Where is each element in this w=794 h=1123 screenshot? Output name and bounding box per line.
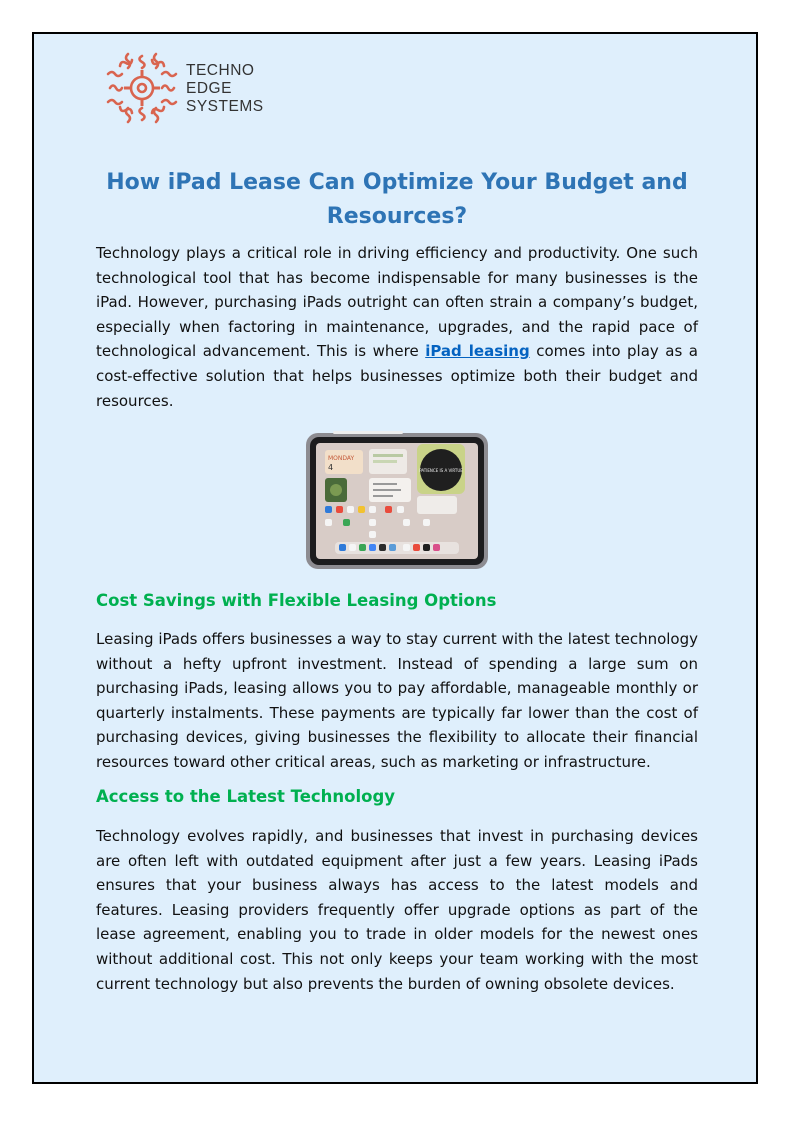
intro-text-after-link: comes into play as a cost-effective solution that helps businesses optimize both their budget and resources. [96, 342, 698, 410]
sticker-text: PATIENCE IS A VIRTUE [419, 468, 463, 473]
logo-mark-icon [104, 50, 180, 126]
widget-battery [417, 496, 457, 514]
section-heading-cost-savings: Cost Savings with Flexible Leasing Options [96, 591, 497, 610]
widget-notes-bar [373, 454, 403, 457]
pencil [333, 431, 403, 434]
intro-text-before-link: Technology plays a critical role in driving efficiency and productivity. One such technological tool that has become indispensable for many businesses is the iPad. However, purchasing iPads outright can often strain a company’s budget, especially when factoring in maintenance, upgrades, and the rapid pace of technological advancement. This is where [96, 244, 698, 361]
brand-wordmark [186, 62, 264, 116]
section-body-latest-technology: Technology evolves rapidly, and businesses that invest in purchasing devices are often left with outdated equipment after just a few years. Leasing iPads ensures that your business always has access to the latest models and features. Leasing providers frequently offer upgrade options as part of the lease agreement, enabling you to trade in older models for the newest ones without additional cost. This not only keeps your team working with the most current technology but also prevents the burden of owning obsolete devices. [96, 827, 698, 993]
section-heading-latest-technology: Access to the Latest Technology [96, 787, 396, 806]
dock-icons [339, 544, 440, 551]
brand-line-2: EDGE [186, 80, 232, 97]
section-body-cost-savings: Leasing iPads offers businesses a way to stay current with the latest technology without a hefty upfront investment. Instead of spending a large sum on purchasing iPads, leasing allows you to pay affordable, manageable monthly or quarterly instalments. These payments are typically far lower than the cost of purchasing devices, giving businesses the flexibility to allocate their financial resources toward other critical areas, such as marketing or infrastructure. [96, 630, 698, 771]
page-frame [32, 32, 758, 1084]
widget-date: 4 [328, 463, 334, 472]
ipad-leasing-link[interactable]: iPad leasing [425, 342, 530, 361]
intro-paragraph [96, 241, 698, 413]
brand-logo [104, 50, 274, 125]
page-title: How iPad Lease Can Optimize Your Budget and Resources? [106, 170, 688, 229]
brand-line-1: TECHNO [186, 62, 255, 79]
widget-notes-bar-2 [373, 460, 397, 463]
widget-day: MONDAY [328, 455, 355, 462]
ipad-image [305, 430, 491, 572]
brand-line-3: SYSTEMS [186, 98, 264, 115]
